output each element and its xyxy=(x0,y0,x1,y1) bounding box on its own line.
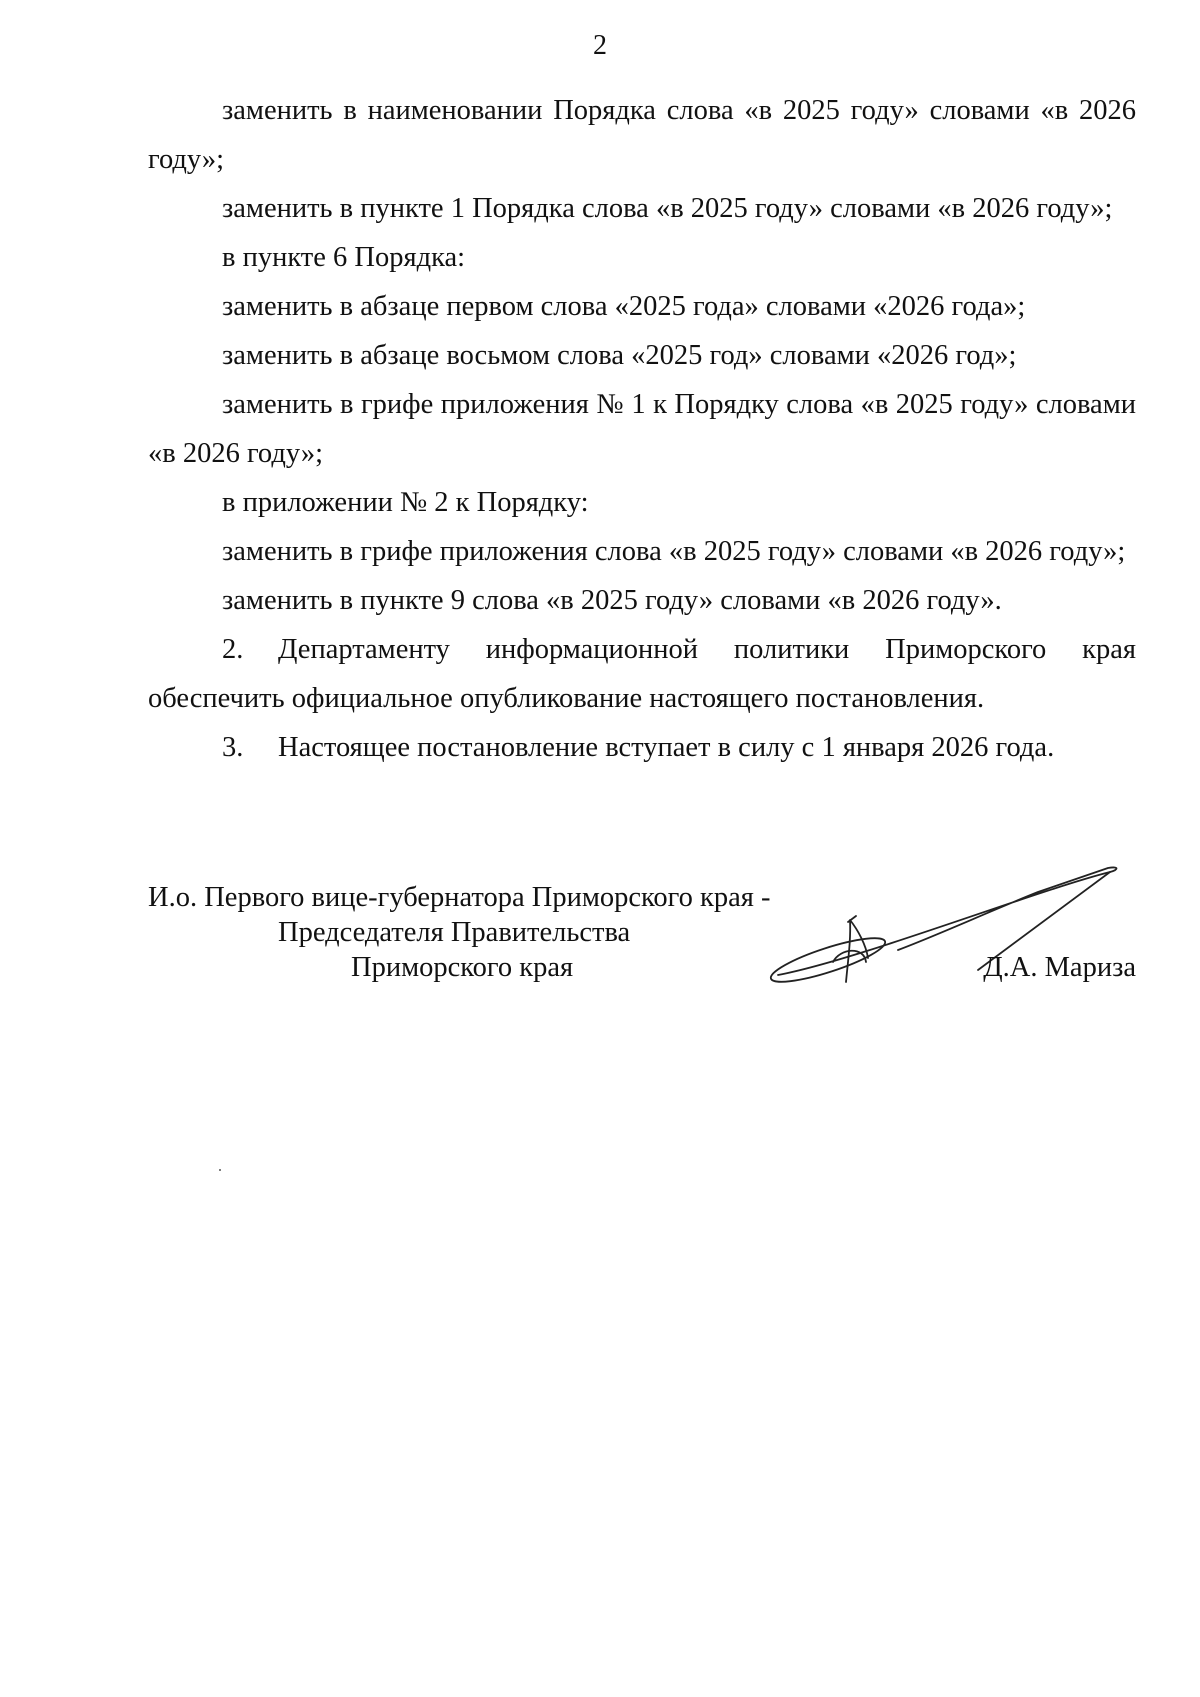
scan-speck xyxy=(219,1169,221,1171)
paragraph-text: заменить в абзаце первом слова «2025 года» словами «2026 года»; xyxy=(222,291,1026,322)
paragraph xyxy=(148,723,1136,772)
paragraph xyxy=(148,184,1136,233)
paragraph xyxy=(148,527,1136,576)
page-number: 2 xyxy=(593,30,607,61)
paragraph xyxy=(148,282,1136,331)
paragraph xyxy=(148,380,1136,478)
paragraph xyxy=(148,233,1136,282)
paragraph xyxy=(148,331,1136,380)
paragraph-text: заменить в наименовании Порядка слова «в 2025 году» словами «в 2026 году»; xyxy=(148,95,1136,175)
paragraph-text: заменить в абзаце восьмом слова «2025 год» словами «2026 год»; xyxy=(222,340,1017,371)
paragraph-text: заменить в грифе приложения № 1 к Порядку слова «в 2025 году» словами «в 2026 году»; xyxy=(148,389,1136,469)
paragraph-text: заменить в пункте 1 Порядка слова «в 2025 году» словами «в 2026 году»; xyxy=(222,193,1113,224)
paragraph xyxy=(148,576,1136,625)
signatory-title-line: Председателя Правительства xyxy=(278,917,631,948)
paragraph-text: в пункте 6 Порядка: xyxy=(222,242,466,273)
signatory-name: Д.А. Мариза xyxy=(983,952,1136,983)
paragraph xyxy=(148,478,1136,527)
paragraph-text: Департаменту информационной политики Приморского края обеспечить официальное опубликование настоящего постановления. xyxy=(148,634,1136,714)
signatory-title-line: Приморского края xyxy=(351,952,574,983)
paragraph-text: в приложении № 2 к Порядку: xyxy=(222,487,589,518)
paragraph-number: 3. xyxy=(222,732,244,763)
paragraph xyxy=(148,86,1136,184)
paragraph-text: заменить в грифе приложения слова «в 2025 году» словами «в 2026 году»; xyxy=(222,536,1126,567)
signatory-title-line: И.о. Первого вице-губернатора Приморского края - xyxy=(148,882,771,913)
document-body xyxy=(148,86,1136,772)
paragraph xyxy=(148,625,1136,723)
paragraph-number: 2. xyxy=(222,634,244,665)
signature-block xyxy=(148,880,1136,1030)
paragraph-text: Настоящее постановление вступает в силу с 1 января 2026 года. xyxy=(278,732,1055,763)
signatory-title xyxy=(148,880,828,985)
paragraph-text: заменить в пункте 9 слова «в 2025 году» словами «в 2026 году». xyxy=(222,585,1002,616)
